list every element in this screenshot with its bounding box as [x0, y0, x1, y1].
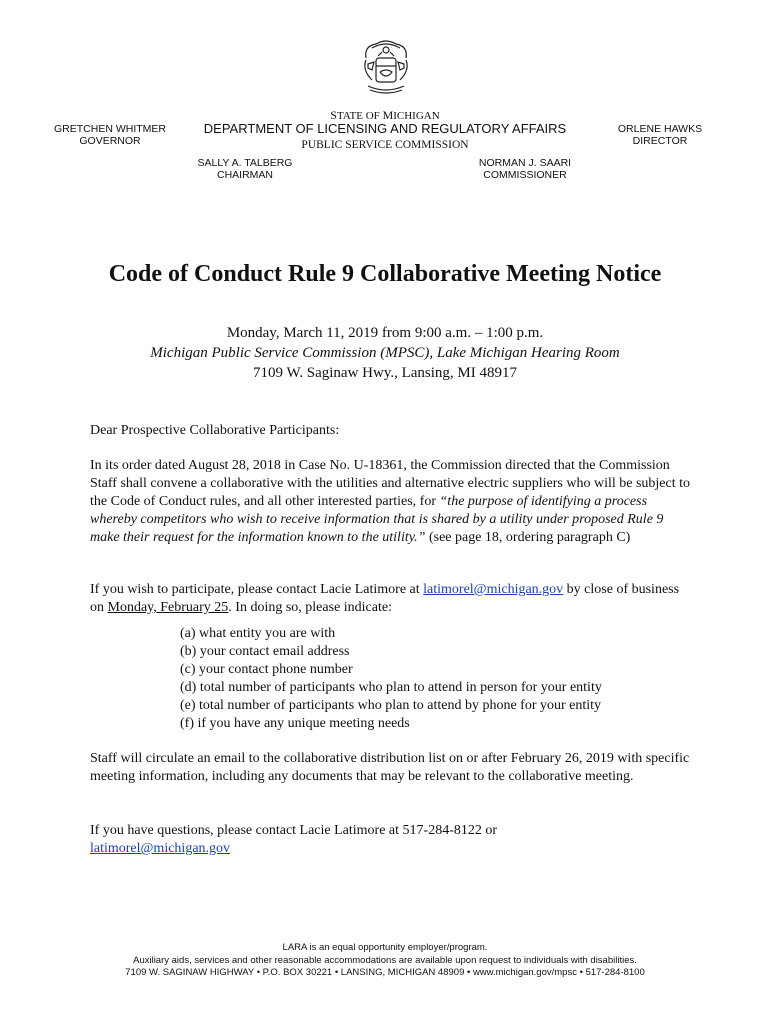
- department-name: DEPARTMENT OF LICENSING AND REGULATORY AFFAIRS: [203, 121, 567, 136]
- director-title: DIRECTOR: [632, 135, 688, 147]
- paragraph-questions-text: If you have questions, please contact Lacie Latimore at 517-284-8122 or: [90, 823, 498, 838]
- paragraph-participate: [90, 581, 690, 617]
- state-text-1: TATE OF: [336, 110, 383, 122]
- list-item: (c) your contact phone number: [180, 662, 353, 677]
- list-item: (b) your contact email address: [180, 644, 350, 659]
- deadline-date: Monday, February 25: [107, 600, 229, 615]
- governor-title: GOVERNOR: [79, 135, 141, 147]
- state-letter-m: M: [382, 108, 394, 122]
- list-item: (d) total number of participants who plan to attend in person for your entity: [180, 680, 602, 695]
- paragraph-order-text: In its order dated August 28, 2018 in Case No. U-18361, the Commission directed that the Commission Staff shall convene a collaborative with the utilities and alternative electric suppliers who will be subject to the Code of Conduct rules, and all other interested parties, for: [90, 458, 691, 509]
- page-title: Code of Conduct Rule 9 Collaborative Meeting Notice: [108, 261, 662, 287]
- paragraph-participate-text-2: by close of business on: [90, 582, 680, 615]
- paragraph-order-citation: (see page 18, ordering paragraph C): [425, 530, 631, 545]
- paragraph-participate-text: If you wish to participate, please contact Lacie Latimore at: [90, 582, 424, 597]
- state-text-2: ICHIGAN: [393, 110, 440, 122]
- email-link-2[interactable]: latimorel@michigan.gov: [90, 841, 231, 856]
- chairman-block: [170, 157, 320, 181]
- footer-line-1: LARA is an equal opportunity employer/program.: [282, 942, 488, 953]
- meeting-address: 7109 W. Saginaw Hwy., Lansing, MI 48917: [252, 365, 518, 381]
- commissioner-block: [450, 157, 600, 181]
- meeting-date-time: Monday, March 11, 2019 from 9:00 a.m. – 1:00 p.m.: [226, 325, 544, 341]
- footer-line-3: 7109 W. SAGINAW HIGHWAY • P.O. BOX 30221 • LANSING, MICHIGAN 48909 • www.michigan.gov/mpsc • 517-284-8100: [125, 967, 645, 978]
- paragraph-staff: Staff will circulate an email to the collaborative distribution list on or after February 26, 2019 with specific meeting information, including any documents that may be relevant to the collaborative meeting.: [90, 751, 690, 784]
- list-item: (e) total number of participants who plan to attend by phone for your entity: [180, 698, 602, 713]
- chairman-title: CHAIRMAN: [216, 169, 273, 181]
- michigan-seal-icon: [358, 36, 414, 96]
- list-item: (f) if you have any unique meeting needs: [180, 716, 410, 731]
- paragraph-order: [90, 457, 690, 547]
- indicate-list: [180, 625, 602, 733]
- commissioner-name: NORMAN J. SAARI: [478, 157, 572, 169]
- governor-name: GRETCHEN WHITMER: [54, 123, 166, 135]
- paragraph-participate-text-3: . In doing so, please indicate:: [228, 600, 392, 615]
- list-item: (a) what entity you are with: [180, 626, 336, 641]
- paragraph-questions: [90, 822, 690, 858]
- director-name: ORLENE HAWKS: [617, 123, 703, 135]
- commissioner-title: COMMISSIONER: [483, 169, 567, 181]
- governor-block: [40, 123, 180, 147]
- commission-name: PUBLIC SERVICE COMMISSION: [301, 139, 469, 151]
- salutation: Dear Prospective Collaborative Participants:: [90, 423, 340, 438]
- footer: [0, 942, 770, 980]
- email-link[interactable]: latimorel@michigan.gov: [423, 582, 564, 597]
- state-letter-s: S: [330, 108, 337, 122]
- director-block: [600, 123, 720, 147]
- paragraph-order-quote: “the purpose of identifying a process whereby competitors who wish to receive information that is shared by a utility under proposed Rule 9 make their request for the information known to the utility.”: [90, 494, 664, 545]
- meeting-location: Michigan Public Service Commission (MPSC), Lake Michigan Hearing Room: [150, 345, 620, 361]
- chairman-name: SALLY A. TALBERG: [197, 157, 293, 169]
- footer-line-2: Auxiliary aids, services and other reasonable accommodations are available upon request to individuals with disabilities.: [133, 954, 637, 966]
